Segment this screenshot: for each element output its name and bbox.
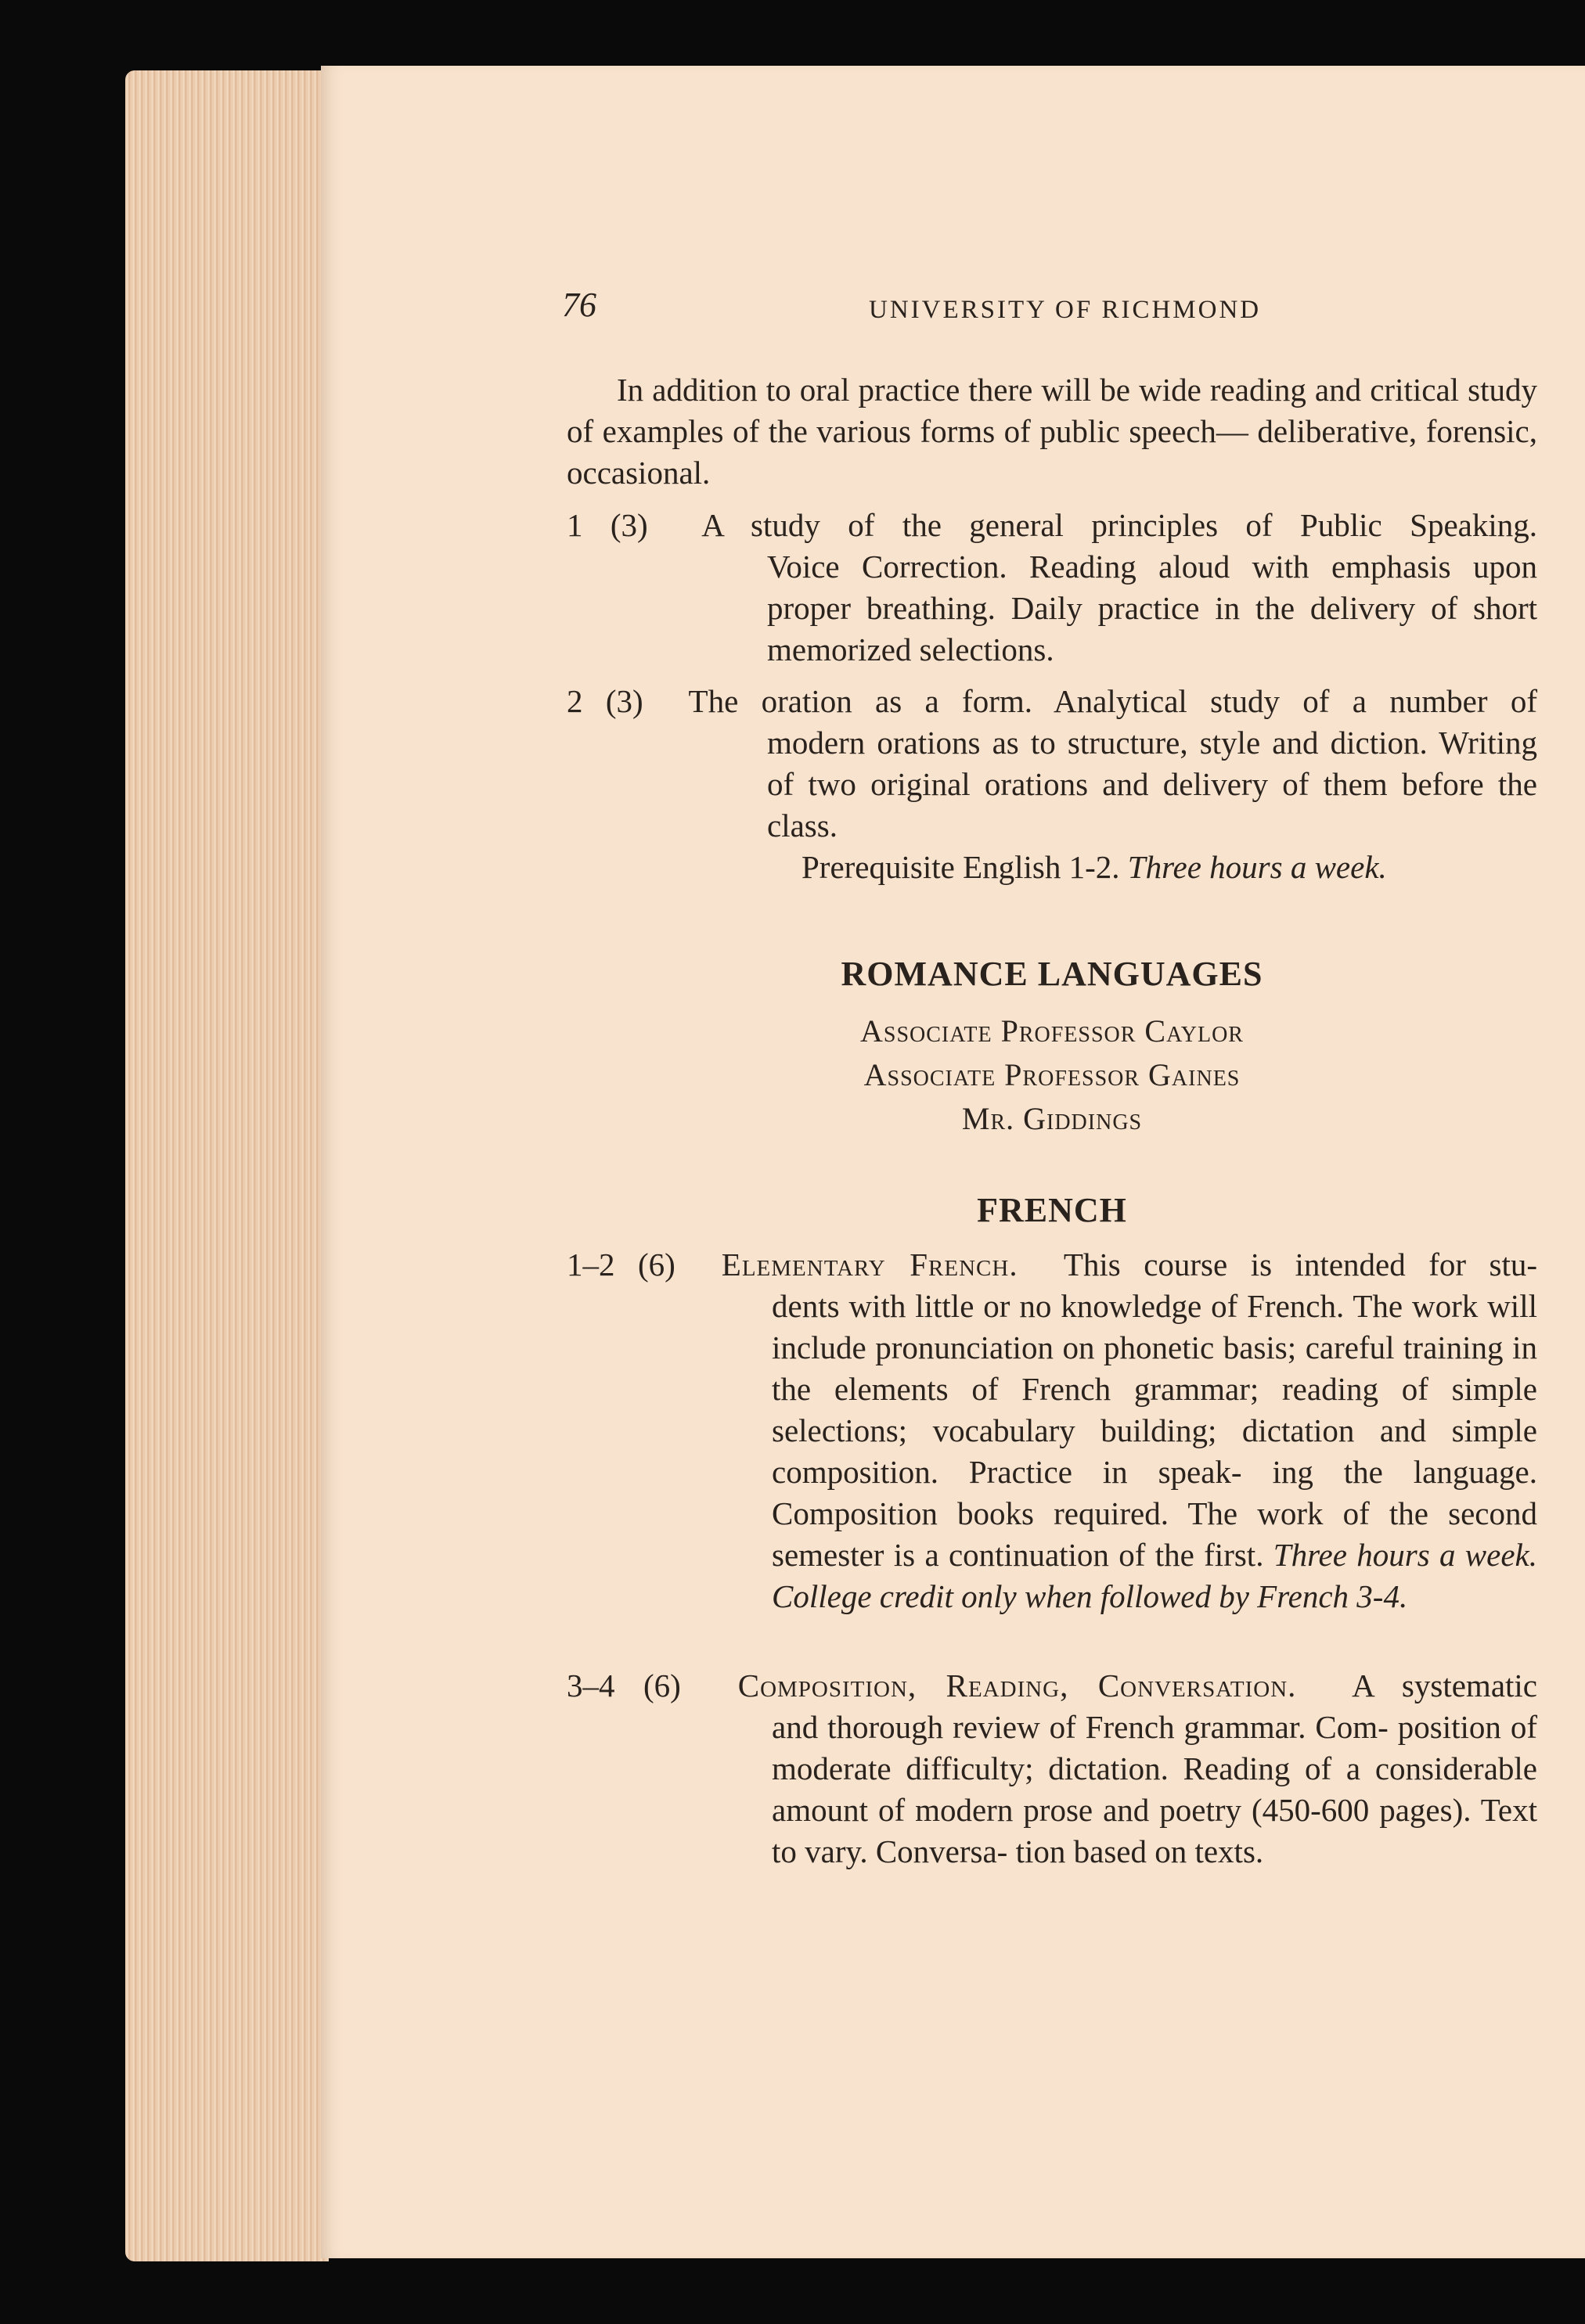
- course-head: [567, 1244, 1537, 1286]
- course-text-first: A systematic: [1352, 1667, 1537, 1703]
- prerequisite-hours: Three hours a week.: [1127, 849, 1387, 885]
- course-number: 2 (3): [567, 683, 643, 719]
- french-course-1-2: [567, 1244, 1537, 1617]
- course-text-first: A study of the general principles of Public Speaking.: [701, 507, 1537, 543]
- page-number: 76: [562, 286, 596, 324]
- course-text-rest: Voice Correction. Reading aloud with emphasis upon proper breathing. Daily practice in the delivery of short memorized selections.: [767, 549, 1537, 667]
- course-text-first: The oration as a form. Analytical study of a number of: [688, 683, 1538, 719]
- section-title: ROMANCE LANGUAGES: [841, 955, 1263, 993]
- prerequisite-text: Prerequisite English 1-2.: [802, 849, 1120, 885]
- course-head: [567, 681, 1537, 722]
- course-prerequisite: [802, 847, 1537, 888]
- staff-member: Mr. Giddings: [961, 1101, 1143, 1136]
- subsection-title: FRENCH: [977, 1191, 1127, 1229]
- course-number: 1–2 (6): [567, 1247, 675, 1283]
- intro-paragraph: In addition to oral practice there will be wide reading and critical study of examples of the various forms of public speech— deliberative, forensic, occasional.: [567, 372, 1537, 491]
- course-head: [567, 1665, 1537, 1707]
- course-head: [567, 505, 1537, 546]
- course-title: Elementary French.: [721, 1247, 1018, 1283]
- page-stack-edge: [125, 70, 329, 2261]
- running-title: UNIVERSITY OF RICHMOND: [869, 296, 1262, 324]
- course-text-rest: dents with little or no knowledge of French. The work will include pronunciation on phonetic basis; careful training in the elements of French grammar; reading of simple selections; vocabulary building; dictation and simple composition. Practice in speak- ing the language. Composition books required. The work of the second semester is a continuation of the first.: [772, 1288, 1537, 1573]
- course-number: 3–4 (6): [567, 1667, 681, 1703]
- staff-member: Associate Professor Gaines: [863, 1057, 1241, 1092]
- course-text-first: This course is intended for stu-: [1063, 1247, 1538, 1283]
- course-title: Composition, Reading, Conversation.: [737, 1667, 1297, 1703]
- course-italic-note: Three hours a week. College credit only when followed by French 3-4.: [772, 1537, 1537, 1614]
- speech-course-1: [567, 505, 1537, 671]
- staff-list: [567, 1009, 1537, 1141]
- staff-member: Associate Professor Caylor: [860, 1013, 1244, 1049]
- french-course-3-4: [567, 1665, 1537, 1873]
- course-text-rest: and thorough review of French grammar. Com- position of moderate difficulty; dictation. Reading of a considerable amount of modern prose and poetry (450-600 pages). Text to vary. Conversa- tion based on texts.: [772, 1709, 1537, 1869]
- course-number: 1 (3): [567, 507, 648, 543]
- course-text-rest: modern orations as to structure, style and diction. Writing of two original orations and delivery of them before the class.: [767, 725, 1537, 844]
- course-text-body: [772, 1286, 1537, 1617]
- speech-course-2: [567, 681, 1537, 888]
